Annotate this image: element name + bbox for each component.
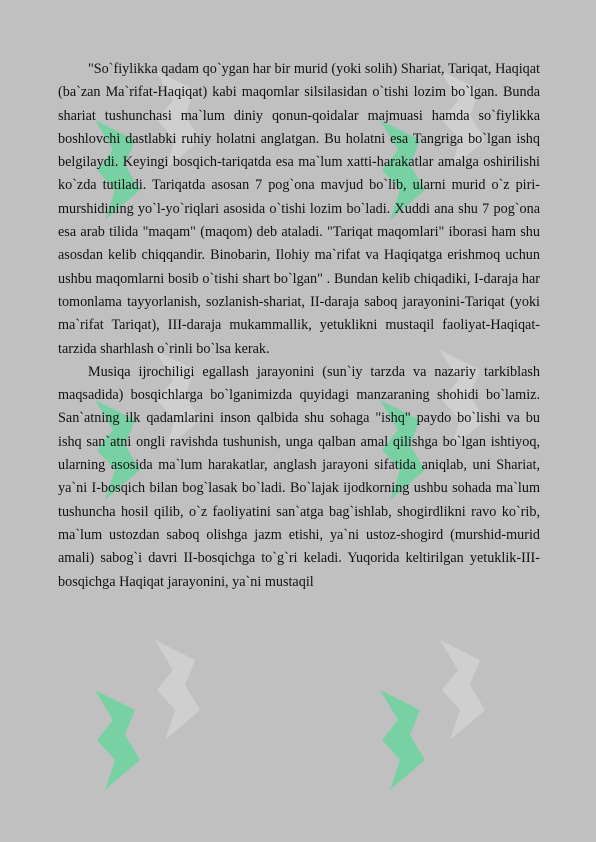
watermark-logo-icon — [430, 630, 490, 750]
watermark-logo-icon — [370, 680, 430, 800]
paragraph-2: Musiqa ijrochiligi egallash jarayonini (sun`iy tarzda va nazariy tarkiblash maqsadida) bosqichlarga bo`lganimizda quyidagi manzaraning shohidi bo`lamiz. San`atning ilk qadamlarini inson qalbida shu sohaga "ishq" paydo bo`lishi va bu ishq san`atni ongli ravishda tushunish, unga qalban amal qilishga bo`lgan ishtiyoq, ularning asosida ma`lum harakatlar, anglash jarayoni sifatida aniqlab, uni Shariat, ya`ni I-bosqich bilan bog`lasak bo`ladi. Bo`lajak ijodkorning ushbu sohada ma`lum tushuncha hosil qilib, o`z faoliyatini san`atga bag`ishlab, shogirdlikni ravo ko`rib, ma`lum ustozdan saboq olishga jazm etishi, ya`ni ustoz-shogird (murshid-murid amali) sabog`i davri II-bosqichga to`g`ri keladi. Yuqorida keltirilgan yetuklik-III-bosqichga Haqiqat jarayonini, ya`ni mustaqil — [58, 363, 540, 590]
body-text — [58, 58, 540, 594]
watermark-logo-icon — [145, 630, 205, 750]
paragraph-1: "So`fiylikka qadam qo`ygan har bir murid (yoki solih) Shariat, Tariqat, Haqiqat (ba`zan Ma`rifat-Haqiqat) kabi maqomlar silsilasidan o`tishi lozim bo`lgan. Bunda shariat tushunchasi ma`lum diniy qonun-qoidalar majmuasi hamda so`fiylikka boshlovchi dastlabki ruhiy holatni anglatgan. Bu holatni esa Tangriga bo`lgan ishq belgilaydi. Keyingi bosqich-tariqatda esa ma`lum xatti-harakatlar amalga oshirilishi ko`zda tutiladi. Tariqatda asosan 7 pog`ona mavjud bo`lib, ularni murid o`z piri-murshidining yo`l-yo`riqlari asosida o`tishi lozim bo`ladi. Xuddi ana shu 7 pog`ona esa arab tilida "maqam" (maqom) deb ataladi. "Tariqat maqomlari" iborasi ham shu asosdan kelib chiqqandir. Binobarin, Ilohiy ma`rifat va Haqiqatga erishmoq uchun ushbu maqomlarni bosib o`tishi shart bo`lgan" . Bundan kelib chiqadiki, I-daraja har tomonlama tayyorlanish, sozlanish-shariat, II-daraja saboq jarayonini-Tariqat (yoki ma`rifat Tariqat), III-daraja mukammallik, yetuklikni mustaqil faoliyat-Haqiqat-tarzida sharhlash o`rinli bo`lsa kerak. — [58, 61, 540, 357]
watermark-logo-icon — [85, 680, 145, 800]
